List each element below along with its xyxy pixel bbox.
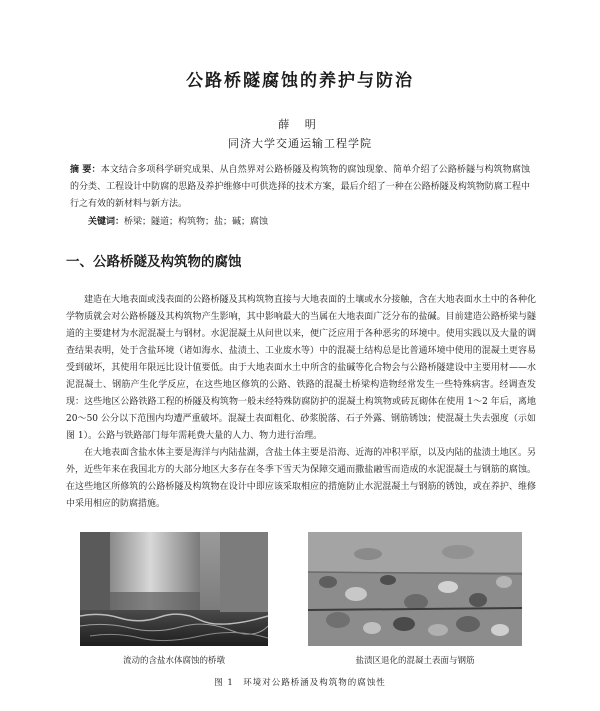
abstract-label: 摘 要： [70, 165, 101, 175]
figure-caption: 图 1 环境对公路桥涵及构筑物的腐蚀性 [214, 678, 386, 688]
abstract [70, 162, 530, 213]
body-text [66, 292, 536, 513]
section-heading: 一、公路桥隧及构筑物的腐蚀 [66, 254, 242, 270]
photo-degraded-concrete [308, 532, 522, 646]
keywords-label: 关键词： [88, 217, 125, 227]
paragraph: 建造在大地表面或浅表面的公路桥隧及其构筑物直接与大地表面的土壤或水分接触，含在大地表面水土中的各种化学物质就会对公路桥隧及其构筑物产生影响，其中影响最大的当属在大地表面广泛分布的盐碱。目前建造公路桥梁与隧道的主要建材为水泥混凝土与钢材。水泥混凝土从问世以来，便广泛应用于各种恶劣的环境中。使用实践以及大量的调查结果表明，处于含盐环境（诸如海水、盐渍土、工业废水等）中的混凝土结构总是比普通环境中使用的混凝土更容易受到破坏，其使用年限远比设计值要低。由于大地表面水土中所含的盐碱等化合物会与公路桥隧建设中主要用材——水泥混凝土、钢筋产生化学反应，在这些地区修筑的公路、铁路的混凝土桥梁构造物经常发生一些特殊病害。经调查发现：这些地区公路铁路工程的桥隧及构筑物一般未经特殊防腐防护的混凝土构筑物或砖瓦砌体在使用 1～2 年后，离地 20～50 公分以下范围内均遭严重破坏。混凝土表面粗化、砂浆脱落、石子外露、钢筋锈蚀；使混凝土失去强度（示如图 1）。公路与铁路部门每年需耗费大量的人力、物力进行治理。 [66, 295, 536, 441]
keywords [88, 214, 528, 227]
paper-title: 公路桥隧腐蚀的养护与防治 [186, 71, 414, 91]
photo-corroded-pier [80, 532, 268, 646]
author-affiliation: 同济大学交通运输工程学院 [228, 137, 372, 150]
paragraph: 在大地表面含盐水体主要是海洋与内陆盐湖，含盐土体主要是沿海、近海的冲积平原，以及内陆的盐渍土地区。另外，近些年来在我国北方的大部分地区大多存在冬季下雪天为保障交通而撒盐融雪而造成的水泥混凝土与钢筋的腐蚀。在这些地区所修筑的公路桥隧及构筑物在设计中即应该采取相应的措施防止水泥混凝土与钢筋的锈蚀，或在养护、维修中采用相应的防腐措施。 [66, 448, 536, 509]
photo-right-caption: 盐渍区退化的混凝土表面与钢筋 [355, 656, 475, 666]
abstract-text: 本文结合多项科学研究成果、从自然界对公路桥隧及构筑物的腐蚀现象、简单介绍了公路桥隧与构筑物腐蚀的分类、工程设计中防腐的思路及养护维修中可供选择的技术方案，最后介绍了一种在公路桥隧及构筑物防腐工程中行之有效的新材料与新方法。 [70, 165, 530, 209]
photo-left-caption: 流动的含盐水体腐蚀的桥墩 [122, 656, 225, 666]
keywords-text: 桥梁；隧道；构筑物；盐；碱；腐蚀 [124, 217, 269, 227]
author-name: 薛 明 [278, 118, 322, 131]
